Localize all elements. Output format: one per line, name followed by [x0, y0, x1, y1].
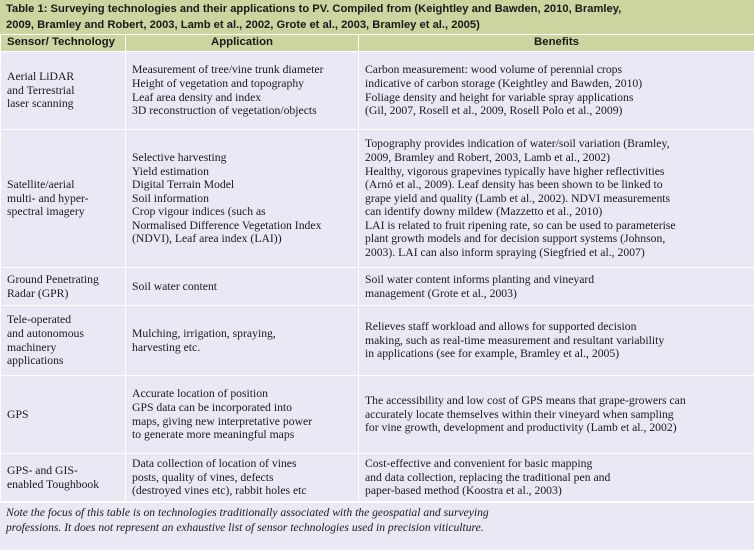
- application-line: GPS data can be incorporated into: [132, 400, 293, 414]
- application-line: Selective harvesting: [132, 150, 227, 164]
- sensor-cell: [1, 376, 126, 454]
- benefits-line: paper-based method (Koostra et al., 2003): [365, 484, 562, 498]
- table-row: [1, 130, 754, 268]
- sensor-line: spectral imagery: [7, 205, 85, 219]
- benefits-line: for vine growth, development and productivity (Lamb et al., 2002): [365, 421, 677, 435]
- benefits-line: can identify downy mildew (Mazzetto et al., 2010): [365, 205, 603, 219]
- sensor-line: enabled Toughbook: [7, 477, 100, 491]
- benefits-cell: [359, 268, 754, 306]
- benefits-line: Cost-effective and convenient for basic mapping: [365, 457, 593, 471]
- application-line: Accurate location of position: [132, 387, 268, 401]
- application-line: Height of vegetation and topography: [132, 76, 305, 90]
- benefits-line: 2003). LAI can also inform spraying (Siegfried et al., 2007): [365, 246, 645, 260]
- benefits-line: Foliage density and height for variable spray applications: [365, 90, 634, 104]
- benefits-line: in applications (see for example, Bramley et al., 2005): [365, 347, 620, 361]
- table-row: [1, 52, 754, 130]
- sensor-line: Ground Penetrating: [7, 272, 99, 286]
- benefits-line: accurately locate themselves within their vineyard when sampling: [365, 407, 674, 421]
- benefits-line: 2009, Bramley and Robert, 2003, Lamb et al., 2002): [365, 150, 611, 164]
- application-line: Measurement of tree/vine trunk diameter: [132, 63, 324, 77]
- sensor-cell: [1, 268, 126, 306]
- sensor-line: Aerial LiDAR: [7, 70, 75, 84]
- benefits-line: (Gil, 2007, Rosell et al., 2009, Rosell Polo et al., 2009): [365, 104, 623, 118]
- application-line: Normalised Difference Vegetation Index: [132, 218, 322, 232]
- benefits-cell: [359, 306, 754, 376]
- application-line: Soil water content: [132, 279, 218, 293]
- sensor-line: applications: [7, 354, 64, 368]
- header-benefits: Benefits: [359, 35, 754, 52]
- application-cell: [126, 130, 359, 268]
- table-row: [1, 268, 754, 306]
- sensor-line: laser scanning: [7, 97, 74, 111]
- benefits-cell: [359, 454, 754, 502]
- table-row: [1, 454, 754, 502]
- sensor-line: Radar (GPR): [7, 286, 69, 300]
- application-cell: [126, 454, 359, 502]
- benefits-cell: [359, 376, 754, 454]
- sensor-line: and Terrestrial: [7, 83, 75, 97]
- benefits-line: Soil water content informs planting and vineyard: [365, 272, 595, 286]
- application-line: Digital Terrain Model: [132, 178, 235, 192]
- table-row: [1, 376, 754, 454]
- application-cell: [126, 376, 359, 454]
- sensor-line: GPS- and GIS-: [7, 463, 78, 477]
- sensor-cell: [1, 306, 126, 376]
- sensor-cell: [1, 130, 126, 268]
- table-header-row: [1, 35, 754, 52]
- technology-table: [0, 34, 754, 502]
- benefits-line: Relieves staff workload and allows for supported decision: [365, 320, 637, 334]
- application-line: Crop vigour indices (such as: [132, 205, 266, 219]
- application-line: Soil information: [132, 191, 209, 205]
- sensor-line: GPS: [7, 407, 29, 421]
- sensor-line: and autonomous: [7, 326, 84, 340]
- table-caption: [0, 0, 754, 34]
- application-cell: [126, 268, 359, 306]
- sensor-cell: [1, 454, 126, 502]
- sensor-cell: [1, 52, 126, 130]
- benefits-cell: [359, 130, 754, 268]
- benefits-line: The accessibility and low cost of GPS means that grape-growers can: [365, 394, 686, 408]
- application-line: to generate more meaningful maps: [132, 428, 295, 442]
- application-line: harvesting etc.: [132, 340, 201, 354]
- caption-line: 2009, Bramley and Robert, 2003, Lamb et al., 2002, Grote et al., 2003, Bramley et al., 2005): [6, 18, 480, 31]
- application-cell: [126, 306, 359, 376]
- application-line: Leaf area density and index: [132, 90, 262, 104]
- header-sensor: Sensor/ Technology: [1, 35, 126, 52]
- note-line: professions. It does not represent an exhaustive list of sensor technologies used in precision viticulture.: [6, 521, 484, 534]
- application-line: Data collection of location of vines: [132, 457, 297, 471]
- application-line: Yield estimation: [132, 164, 209, 178]
- application-line: Mulching, irrigation, spraying,: [132, 326, 276, 340]
- sensor-line: Satellite/aerial: [7, 178, 75, 192]
- benefits-line: Healthy, vigorous grapevines typically have higher reflectivities: [365, 164, 665, 178]
- benefits-line: management (Grote et al., 2003): [365, 286, 517, 300]
- benefits-line: (Arnó et al., 2009). Leaf density has been shown to be linked to: [365, 178, 663, 192]
- benefits-line: plant growth models and for decision support systems (Johnson,: [365, 232, 666, 246]
- application-line: 3D reconstruction of vegetation/objects: [132, 104, 317, 118]
- application-line: (destroyed vines etc), rabbit holes etc: [132, 484, 307, 498]
- benefits-line: making, such as real-time measurement and resultant variability: [365, 333, 665, 347]
- table-row: [1, 306, 754, 376]
- table-note: [0, 502, 754, 537]
- benefits-line: indicative of carbon storage (Keightley and Bawden, 2010): [365, 76, 643, 90]
- benefits-cell: [359, 52, 754, 130]
- application-line: maps, giving new interpretative power: [132, 414, 313, 428]
- sensor-line: Tele-operated: [7, 313, 72, 327]
- application-cell: [126, 52, 359, 130]
- sensor-line: multi- and hyper-: [7, 191, 89, 205]
- benefits-line: Topography provides indication of water/soil variation (Bramley,: [365, 137, 670, 151]
- application-line: (NDVI), Leaf area index (LAI)): [132, 232, 282, 246]
- caption-line: Table 1: Surveying technologies and their applications to PV. Compiled from (Keightley and Bawden, 2010, Bramley,: [6, 3, 622, 15]
- header-application: Application: [126, 35, 359, 52]
- benefits-line: and data collection, replacing the traditional pen and: [365, 470, 611, 484]
- sensor-line: machinery: [7, 340, 57, 354]
- note-line: Note the focus of this table is on technologies traditionally associated with the geospatial and surveying: [6, 506, 489, 519]
- benefits-line: Carbon measurement: wood volume of perennial crops: [365, 63, 623, 77]
- application-line: posts, quality of vines, defects: [132, 470, 274, 484]
- benefits-line: grape yield and quality (Lamb et al., 2002). NDVI measurements: [365, 191, 671, 205]
- benefits-line: LAI is related to fruit ripening rate, so can be used to parameterise: [365, 218, 676, 232]
